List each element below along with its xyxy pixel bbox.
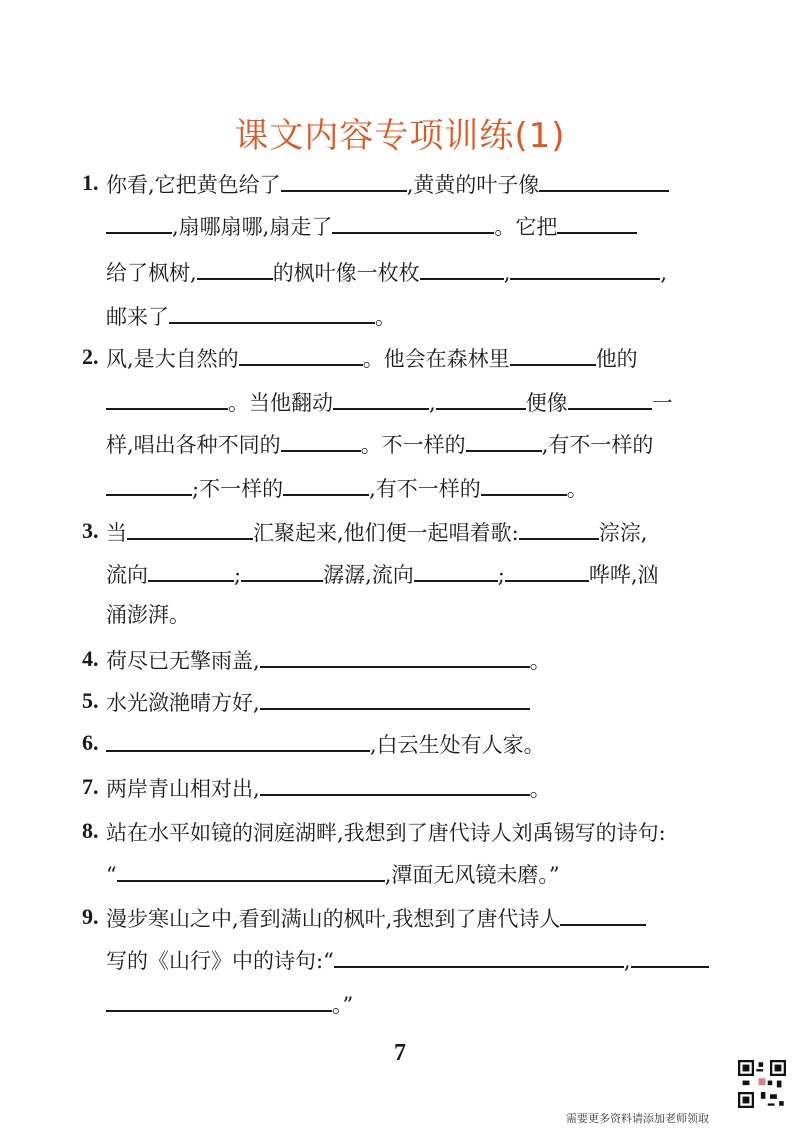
- blank[interactable]: [260, 647, 530, 668]
- blank[interactable]: [466, 431, 542, 452]
- blank[interactable]: [334, 947, 624, 968]
- blank[interactable]: [117, 861, 385, 882]
- blank[interactable]: [281, 171, 407, 192]
- q7-line: 两岸青山相对出, 。: [106, 777, 551, 801]
- footer-note: 需要更多资料请添加老师领取: [566, 1112, 709, 1125]
- question-number: 4.: [82, 646, 99, 671]
- question-number: 5.: [82, 688, 99, 713]
- blank[interactable]: [106, 991, 332, 1012]
- blank[interactable]: [241, 561, 323, 582]
- blank[interactable]: [106, 213, 172, 234]
- q3-line2: 流向 ; 潺潺,流向 ; 哗哗,汹: [106, 563, 659, 587]
- q1-line1: 你看,它把黄色给了 ,黄黄的叶子像: [106, 170, 669, 200]
- q2-line4: ;不一样的 ,有不一样的 。: [106, 474, 588, 504]
- blank[interactable]: [519, 519, 599, 540]
- blank[interactable]: [420, 259, 504, 280]
- blank[interactable]: [239, 345, 363, 366]
- blank[interactable]: [557, 213, 637, 234]
- qr-code-icon: [738, 1060, 786, 1108]
- q2-line3: 样,唱出各种不同的 。不一样的 ,有不一样的: [106, 433, 654, 457]
- blank[interactable]: [197, 259, 273, 280]
- question-number: 8.: [82, 818, 99, 843]
- q6-line: ,白云生处有人家。: [106, 730, 545, 760]
- q8-line1: 站在水平如镜的洞庭湖畔,我想到了唐代诗人刘禹锡写的诗句:: [106, 821, 666, 845]
- q8-line2: “ ,潭面无风镜未磨。”: [106, 863, 560, 887]
- blank[interactable]: [332, 213, 494, 234]
- q9-line1: 漫步寒山之中,看到满山的枫叶,我想到了唐代诗人: [106, 904, 646, 934]
- blank[interactable]: [560, 905, 646, 926]
- blank[interactable]: [436, 389, 526, 410]
- blank[interactable]: [505, 561, 589, 582]
- question-number: 3.: [82, 518, 99, 543]
- blank[interactable]: [260, 689, 530, 710]
- blank[interactable]: [510, 345, 596, 366]
- blank[interactable]: [106, 475, 192, 496]
- question-number: 7.: [82, 774, 99, 799]
- blank[interactable]: [631, 947, 709, 968]
- blank[interactable]: [333, 389, 429, 410]
- question-number: 6.: [82, 730, 99, 755]
- q9-line2: 写的《山行》中的诗句:“ ,: [106, 946, 709, 976]
- q1-line3: 给了枫树, 的枫叶像一枚枚 , ,: [106, 261, 668, 285]
- page-title: 课文内容专项训练(1): [234, 116, 566, 156]
- blank[interactable]: [481, 475, 567, 496]
- q5-line: 水光潋滟晴方好,: [106, 688, 530, 718]
- blank[interactable]: [127, 519, 253, 540]
- q2-line1: 风,是大自然的 。他会在森林里 他的: [106, 347, 638, 371]
- q1-line2: ,扇哪扇哪,扇走了 。它把: [106, 212, 637, 242]
- q1-line4: 邮来了 。: [106, 305, 396, 329]
- blank[interactable]: [510, 259, 660, 280]
- blank[interactable]: [539, 171, 669, 192]
- q3-line1: 当 汇聚起来,他们便一起唱着歌: 淙淙,: [106, 521, 648, 545]
- blank[interactable]: [106, 731, 370, 752]
- page-number: 7: [394, 1040, 406, 1066]
- blank[interactable]: [414, 561, 498, 582]
- blank[interactable]: [283, 475, 369, 496]
- question-number: 1.: [82, 170, 99, 195]
- q3-line3: 涌澎湃。: [106, 603, 190, 627]
- blank[interactable]: [106, 389, 228, 410]
- blank[interactable]: [169, 303, 375, 324]
- blank[interactable]: [281, 431, 361, 452]
- q4-line: 荷尽已无擎雨盖, 。: [106, 649, 551, 673]
- blank[interactable]: [260, 775, 530, 796]
- q9-line3: 。”: [106, 990, 353, 1020]
- q2-line2: 。当他翻动 , 便像 一: [106, 388, 673, 418]
- question-number: 9.: [82, 904, 99, 929]
- blank[interactable]: [568, 389, 652, 410]
- question-number: 2.: [82, 344, 99, 369]
- blank[interactable]: [148, 561, 234, 582]
